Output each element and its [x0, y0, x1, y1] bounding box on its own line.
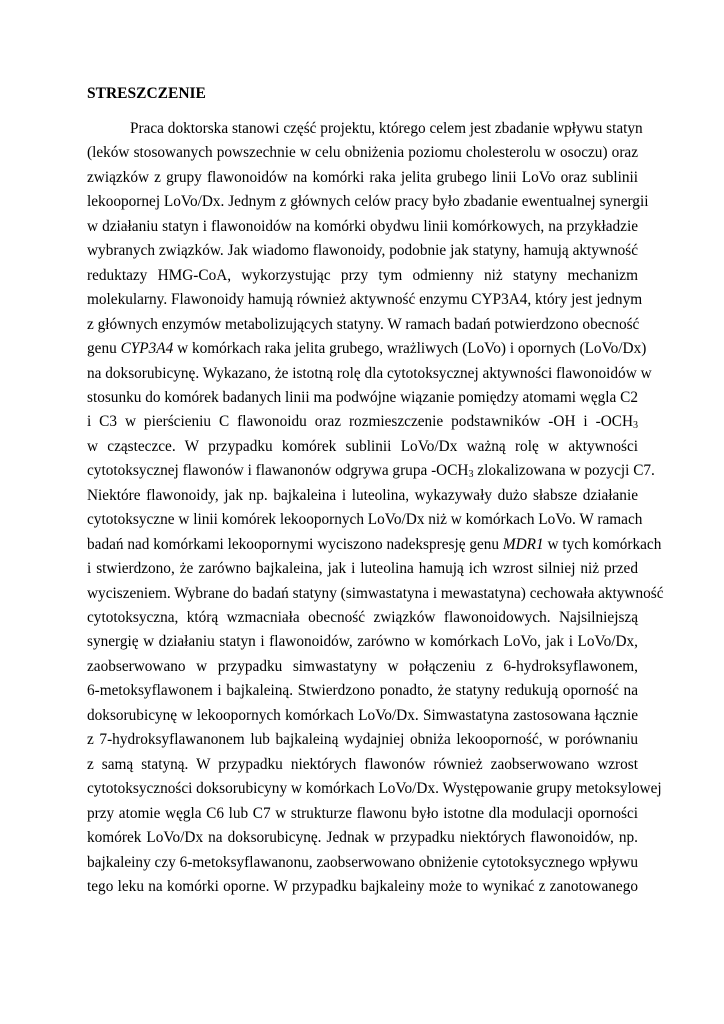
paragraph-line [87, 315, 638, 335]
paragraph-line [87, 706, 638, 726]
paragraph-line [87, 437, 638, 457]
paragraph-line [87, 266, 638, 286]
text-run: 6-metoksyflawonem i bajkaleiną. Stwierdzono ponadto, że statyny redukują oporność na [87, 682, 638, 700]
paragraph-line [87, 559, 638, 579]
text-run: cytotoksycznej flawonów i flawanonów odgrywa grupa -OCH [87, 462, 469, 480]
text-run: w działaniu statyn i flawonoidów na komórki obydwu linii komórkowych, na przykładzie [87, 217, 638, 235]
paragraph-line [87, 168, 638, 188]
gene-name: CYP3A4 [120, 340, 174, 357]
text-run: komórek LoVo/Dx na doksorubicynę. Jednak w przypadku niektórych flawonoidów, np. [87, 829, 638, 846]
text-run: w tych komórkach [543, 535, 662, 553]
text-run: z głównych enzymów metabolizujących statyny. W ramach badań potwierdzono obecność [87, 315, 640, 333]
paragraph-line [87, 510, 643, 530]
text-run: z 7-hydroksyflawanonem lub bajkaleiną wydajniej obniża lekooporność, w porównaniu [87, 731, 638, 749]
text-run: badań nad komórkami lekoopornymi wyciszono nadekspresję genu [87, 535, 503, 553]
text-run: lekoopornej LoVo/Dx. Jednym z głównych celów pracy było zbadanie ewentualnej synergii [87, 193, 649, 211]
text-run: związków z grupy flawonoidów na komórki raka jelita grubego linii LoVo oraz sublinii [87, 168, 638, 186]
text-run: zaobserwowano w przypadku simwastatyny w połączeniu z 6-hydroksyflawonem, [87, 657, 638, 675]
subscript: 3 [468, 469, 474, 481]
paragraph-line [87, 388, 638, 408]
text-run: cytotoksyczności doksorubicyny w komórkach LoVo/Dx. Występowanie grupy metoksylowej [87, 780, 662, 798]
paragraph-line [87, 339, 647, 359]
paragraph-line [87, 486, 638, 506]
text-run: cytotoksyczna, którą wzmacniała obecność związków flawonoidowych. Najsilniejszą [87, 609, 638, 626]
paragraph-line [87, 412, 638, 432]
paragraph-line [87, 584, 664, 604]
text-run: molekularny. Flawonoidy hamują również aktywność enzymu CYP3A4, który jest jednym [87, 291, 643, 309]
text-run: w cząsteczce. W przypadku komórek sublinii LoVo/Dx ważną rolę w aktywności [87, 437, 638, 455]
paragraph-line [87, 608, 638, 628]
text-run: doksorubicynę w lekoopornych komórkach LoVo/Dx. Simwastatyna zastosowana łącznie [87, 706, 638, 724]
text-run: Niektóre flawonoidy, jak np. bajkaleina i luteolina, wykazywały dużo słabsze działanie [87, 486, 638, 504]
text-run: (leków stosowanych powszechnie w celu obniżenia poziomu cholesterolu w osoczu) oraz [87, 144, 638, 162]
paragraph-line [87, 804, 638, 824]
paragraph-line [87, 853, 638, 873]
text-run: wybranych związków. Jak wiadomo flawonoidy, podobnie jak statyny, hamują aktywność [87, 242, 638, 260]
paragraph-line [87, 217, 638, 237]
text-run: bajkaleiny czy 6-metoksyflawanonu, zaobserwowano obniżenie cytotoksycznego wpływu [87, 853, 638, 871]
paragraph-line [130, 119, 643, 139]
paragraph-line [87, 143, 638, 163]
text-run: wyciszeniem. Wybrane do badań statyny (simwastatyna i mewastatyna) cechowała aktywność [87, 584, 664, 602]
text-run: stosunku do komórek badanych linii ma podwójne wiązanie pomiędzy atomami węgla C2 [87, 388, 638, 406]
paragraph-line [87, 779, 662, 799]
text-run: cytotoksyczne w linii komórek lekoopornych LoVo/Dx niż w komórkach LoVo. W ramach [87, 511, 643, 529]
text-run: z samą statyną. W przypadku niektórych flawonów również zaobserwowano wzrost [87, 755, 638, 773]
subscript: 3 [633, 420, 638, 432]
paragraph-line [87, 657, 638, 677]
paragraph-line [87, 241, 638, 261]
gene-name: MDR1 [502, 535, 544, 553]
paragraph-line [87, 632, 638, 652]
text-run: tego leku na komórki oporne. W przypadku bajkaleiny może to wynikać z zanotowanego [87, 877, 638, 895]
text-run: w komórkach raka jelita grubego, wrażliwych (LoVo) i opornych (LoVo/Dx) [173, 340, 647, 357]
paragraph-line [87, 461, 655, 481]
paragraph-line [87, 755, 638, 775]
paragraph-line [87, 192, 649, 212]
text-run: zlokalizowana w pozycji C7. [473, 462, 655, 480]
paragraph-line [87, 681, 638, 701]
text-run: synergię w działaniu statyn i flawonoidów, zarówno w komórkach LoVo, jak i LoVo/Dx, [87, 633, 638, 651]
text-run: przy atomie węgla C6 lub C7 w strukturze flawonu było istotne dla modulacji oporności [87, 804, 638, 822]
text-run: Praca doktorska stanowi część projektu, którego celem jest zbadanie wpływu statyn [130, 120, 643, 137]
text-run: genu [87, 340, 121, 357]
paragraph-line [87, 290, 643, 310]
paragraph-line [87, 535, 662, 555]
section-heading: STRESZCZENIE [87, 85, 206, 102]
text-run: reduktazy HMG-CoA, wykorzystując przy tym odmienny niż statyny mechanizm [87, 266, 638, 284]
paragraph-line [87, 877, 638, 897]
paragraph-line [87, 364, 652, 384]
paragraph-line [87, 730, 638, 750]
text-run: na doksorubicynę. Wykazano, że istotną rolę dla cytotoksycznej aktywności flawonoidów w [87, 364, 652, 382]
paragraph-line [87, 828, 638, 848]
text-run: i stwierdzono, że zarówno bajkaleina, jak i luteolina hamują ich wzrost silniej niż przed [87, 560, 638, 578]
text-run: i C3 w pierścieniu C flawonoidu oraz rozmieszczenie podstawników -OH i -OCH [87, 413, 633, 431]
